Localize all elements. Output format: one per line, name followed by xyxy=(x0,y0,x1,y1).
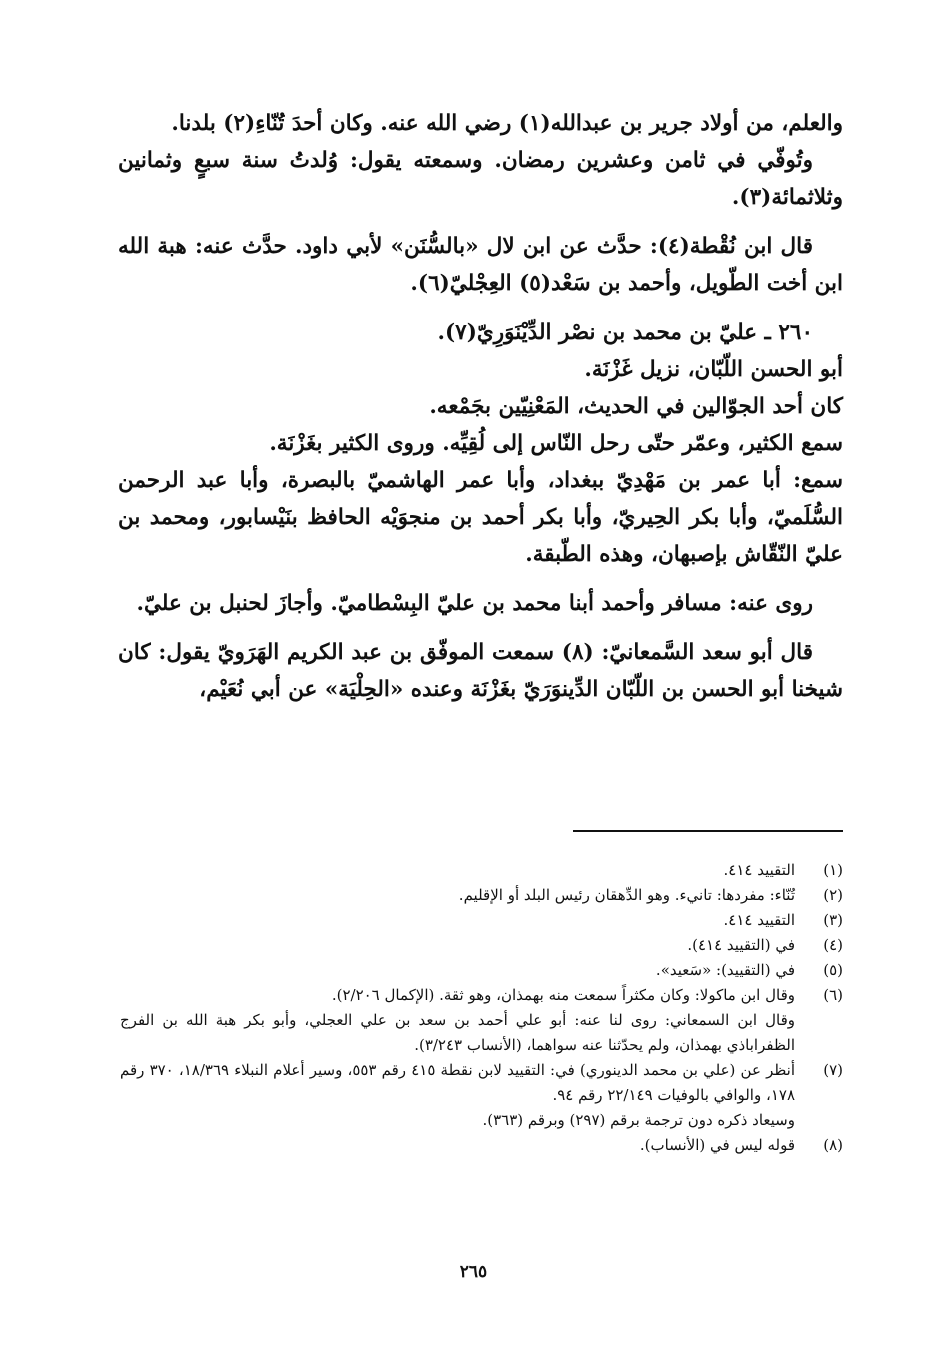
footnote-line: وقال ابن السمعاني: روى لنا عنه: أبو علي أحمد بن سعد بن علي العجلي، وأبو بكر هبة الله بن الفرج الظفراباذي بهمذان، ولم يحدّثنا عنه سواهما، (الأنساب ٣/٢٤٣). xyxy=(120,1011,795,1054)
footnote-text xyxy=(120,883,795,908)
footnote-line: وقال ابن ماكولا: وكان مكثراً سمعت منه بهمذان، وهو ثقة. (الإكمال ٢/٢٠٦). xyxy=(331,986,795,1004)
footnote-text xyxy=(120,958,795,983)
footnote-number: (٨) xyxy=(823,1136,843,1154)
footnote-text xyxy=(120,908,795,933)
entry-line-2: كان أحد الجوّالين في الحديث، المَعْنِيّين بجَمْعه. xyxy=(429,394,843,419)
page-number: ٢٦٥ xyxy=(459,1262,488,1282)
paragraph-4: سمع: أبا عمر بن مَهْدِيّ ببغداد، وأبا عمر الهاشميّ بالبصرة، وأبا عبد الرحمن السُّلَميّ، وأبا بكر الحِيريّ، وأبا بكر أحمد بن منجوَيْه الحافظ بنَيْسابور، ومحمد بن عليّ النّقّاش بإصبهان، وهذه الطّبقة. xyxy=(118,468,843,567)
entry-line-1: أبو الحسن اللّبّان، نزيل غَزْنَة. xyxy=(584,357,843,382)
paragraph-2: وتُوفّي في ثامن وعشرين رمضان. وسمعته يقول: وُلدتُ سنة سبعٍ وثمانين وثلاثمائة(٣). xyxy=(118,148,843,210)
footnote xyxy=(120,858,843,883)
footnote-text xyxy=(120,983,795,1058)
footnote-line: تُنّاء: مفردها: تانيء. وهو الدِّهقان رئيس البلد أو الإقليم. xyxy=(458,886,795,904)
footnotes xyxy=(120,858,843,1158)
footnote-text xyxy=(120,858,795,883)
paragraph-3: قال ابن نُقْطة(٤): حدَّث عن ابن لال «بالسُّنَن» لأبي داود. حدَّث عنه: هبة الله ابن أخت الطّويل، وأحمد بن سَعْد(٥) العِجْليّ(٦). xyxy=(118,234,843,296)
footnote-text xyxy=(120,1133,795,1158)
footnote-line: في (التقييد ٤١٤). xyxy=(687,936,795,954)
main-text xyxy=(118,105,843,708)
footnote-text xyxy=(120,933,795,958)
entry-line-3: سمع الكثير، وعمّر حتّى رحل النّاس إلى لُقِيِّه. وروى الكثير بغَزْنَة. xyxy=(269,431,843,456)
paragraph-6: قال أبو سعد السَّمعانيّ: (٨) سمعت الموفّق بن عبد الكريم الهَرَويّ يقول: كان شيخنا أبو الحسن بن اللّبّان الدِّينوَرَيّ بغَزْنَة وعنده «الحِلْيَة» عن أبي نُعَيْم، xyxy=(118,640,843,702)
footnote-line: التقييد ٤١٤. xyxy=(723,861,795,879)
footnote-number: (١) xyxy=(823,861,843,879)
footnote-number: (٧) xyxy=(823,1061,843,1079)
footnote xyxy=(120,983,843,1058)
footnote-divider xyxy=(573,830,843,832)
footnote-number: (٦) xyxy=(823,986,843,1004)
footnote-number: (٥) xyxy=(823,961,843,979)
paragraph-1: والعلم، من أولاد جرير بن عبدالله(١) رضي الله عنه. وكان أحدَ تُنّاءِ(٢) بلدنا. xyxy=(171,111,843,136)
footnote-line: التقييد ٤١٤. xyxy=(723,911,795,929)
footnote-line: وسيعاد ذكره دون ترجمة برقم (٢٩٧) وبرقم (٣٦٣). xyxy=(482,1111,795,1129)
footnote-number: (٤) xyxy=(823,936,843,954)
entry-heading: ٢٦٠ ـ عليّ بن محمد بن نصْر الدِّيْنَوَرِيّ(٧). xyxy=(437,320,813,345)
footnote-number: (٢) xyxy=(823,886,843,904)
footnote xyxy=(120,908,843,933)
paragraph-5: روى عنه: مسافر وأحمد أبنا محمد بن عليّ البِسْطاميّ. وأجازَ لحنبل بن عليّ. xyxy=(136,591,813,616)
footnote xyxy=(120,883,843,908)
footnote-line: أنظر عن (علي بن محمد الدينوري) في: التقييد لابن نقطة ٤١٥ رقم ٥٥٣، وسير أعلام النبلاء ١٨/٣٦٩، ٣٧٠ رقم ١٧٨، والوافي بالوفيات ٢٢/١٤٩ رقم ٩٤. xyxy=(120,1061,796,1104)
footnote-line: في (التقييد): «سَعيد». xyxy=(655,961,795,979)
footnote xyxy=(120,933,843,958)
footnote xyxy=(120,958,843,983)
footnote-number: (٣) xyxy=(823,911,843,929)
footnote xyxy=(120,1133,843,1158)
footnote-line: قوله ليس في (الأنساب). xyxy=(639,1136,795,1154)
footnote xyxy=(120,1058,843,1133)
footnote-text xyxy=(120,1058,795,1133)
